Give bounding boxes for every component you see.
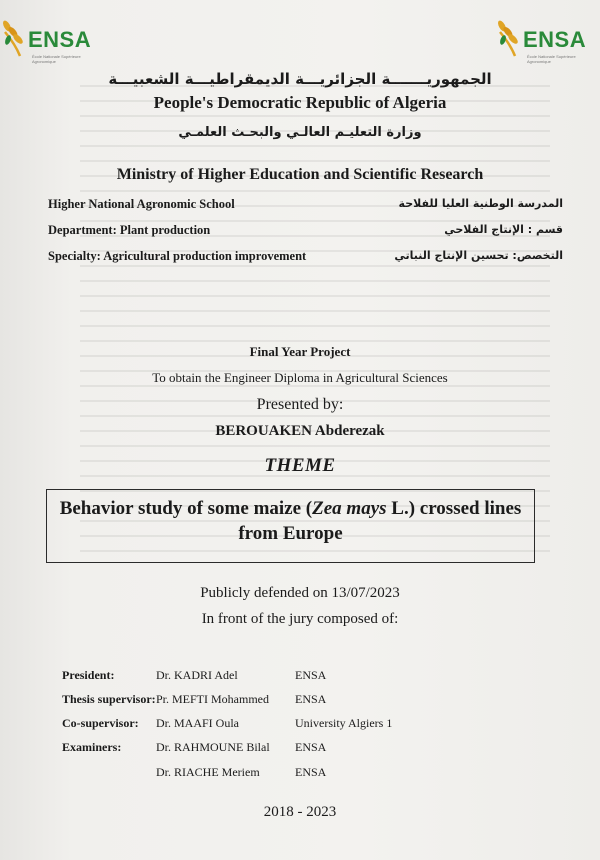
thesis-title-line-2: from Europe <box>238 523 343 544</box>
specialty-row <box>48 249 563 267</box>
department-name: Department: Plant production <box>48 223 211 237</box>
school-row <box>48 197 563 215</box>
ensa-logo-right <box>497 18 589 66</box>
jury-role: Examiners: <box>62 740 122 754</box>
project-type: Final Year Project <box>249 344 351 359</box>
jury-name: Dr. MAAFI Oula <box>156 716 239 730</box>
department-name-arabic: قسم : الإنتاج الفلاحي <box>444 223 563 236</box>
thesis-title-box <box>46 489 535 563</box>
jury-role: President: <box>62 668 115 682</box>
jury-row <box>0 716 600 734</box>
logo-subtitle: École Nationale Supérieure Agronomique <box>32 54 81 64</box>
jury-row <box>0 668 600 686</box>
theme-label: THEME <box>264 455 336 476</box>
jury-institution: ENSA <box>295 692 327 706</box>
thesis-title-line-1 <box>47 496 534 521</box>
republic-arabic: الجمهوريـــــــة الجزائريـــة الديمقراطيـــة الشعبيـــة <box>108 70 492 88</box>
jury-name: Dr. KADRI Adel <box>156 668 238 682</box>
jury-name: Dr. RAHMOUNE Bilal <box>156 740 270 754</box>
jury-role: Co-supervisor: <box>62 716 139 730</box>
jury-intro: In front of the jury composed of: <box>201 611 399 627</box>
ministry-arabic: وزارة التعليـم العالـي والبحـث العلمـي <box>178 125 422 140</box>
ensa-logo-left <box>2 18 94 66</box>
jury-institution: University Algiers 1 <box>295 716 393 730</box>
diploma-purpose: To obtain the Engineer Diploma in Agricultural Sciences <box>152 370 448 385</box>
school-name-arabic: المدرسة الوطنية العليا للفلاحة <box>398 197 563 210</box>
specialty-name: Specialty: Agricultural production improvement <box>48 249 307 263</box>
academic-years: 2018 - 2023 <box>263 804 337 820</box>
jury-institution: ENSA <box>295 740 327 754</box>
jury-row <box>0 692 600 710</box>
logo-subtitle: École Nationale Supérieure Agronomique <box>527 54 576 64</box>
jury-name: Dr. RIACHE Meriem <box>156 765 260 779</box>
title-species: Zea mays <box>312 498 387 519</box>
defense-date: Publicly defended on 13/07/2023 <box>200 585 400 601</box>
specialty-name-arabic: التخصص: تحسين الإنتاج النباتي <box>394 249 563 262</box>
jury-row <box>0 765 600 783</box>
republic-english: People's Democratic Republic of Algeria <box>153 93 447 112</box>
jury-row <box>0 740 600 758</box>
logo-name: ENSA <box>28 27 92 52</box>
logo-name: ENSA <box>523 27 587 52</box>
presented-by-label: Presented by: <box>256 396 344 413</box>
jury-institution: ENSA <box>295 668 327 682</box>
school-name: Higher National Agronomic School <box>48 197 235 211</box>
jury-role: Thesis supervisor: <box>62 692 156 706</box>
author-name: BEROUAKEN Abderezak <box>215 423 385 439</box>
jury-name: Pr. MEFTI Mohammed <box>156 692 269 706</box>
title-part-2: L.) crossed lines <box>386 498 522 519</box>
jury-institution: ENSA <box>295 765 327 779</box>
title-part-1: Behavior study of some maize ( <box>59 498 313 519</box>
department-row <box>48 223 563 241</box>
ministry-english: Ministry of Higher Education and Scientific Research <box>116 166 484 183</box>
